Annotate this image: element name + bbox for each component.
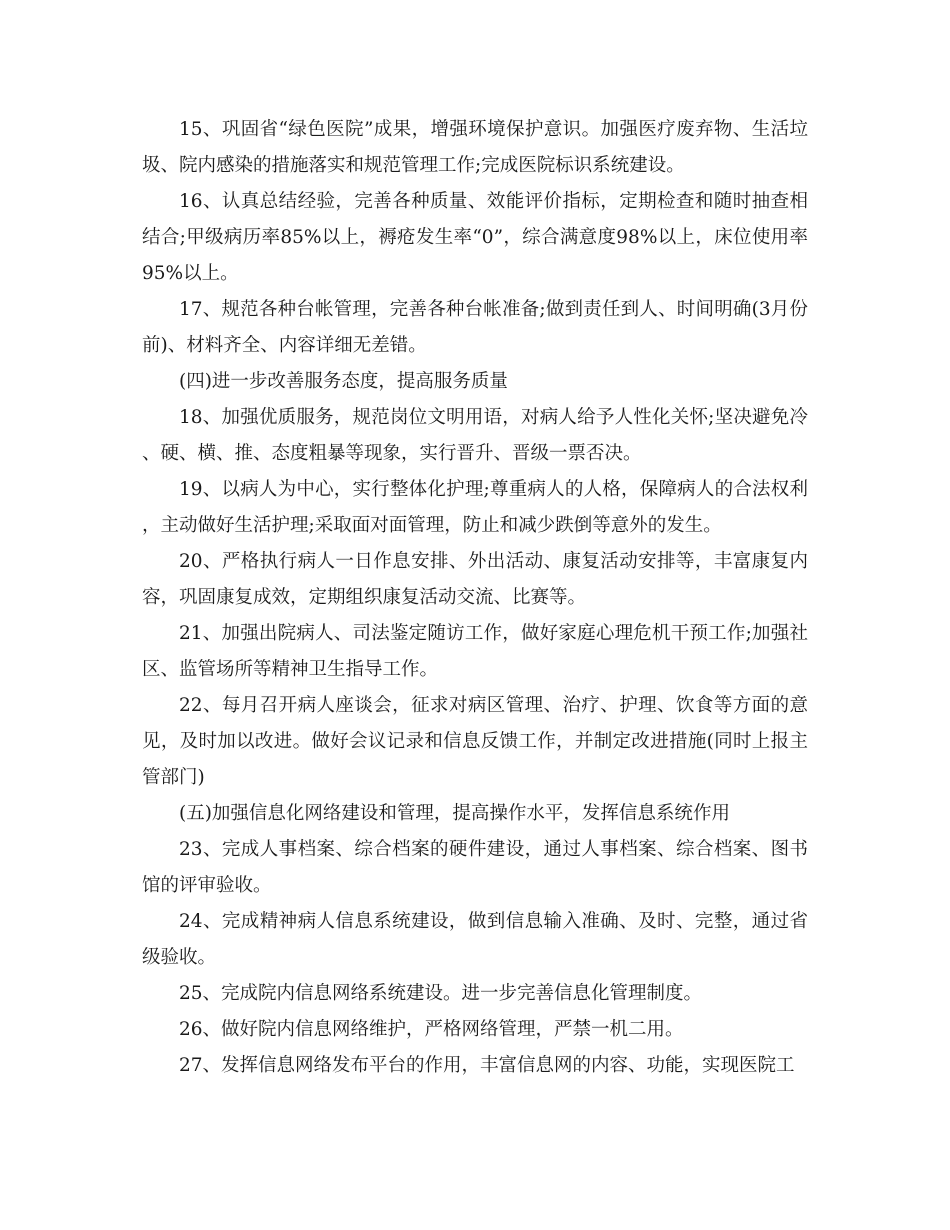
paragraph-item-18: 18、加强优质服务，规范岗位文明用语，对病人给予人性化关怀;坚决避免冷、硬、横、推、态度粗暴等现象，实行晋升、晋级一票否决。 — [142, 407, 808, 464]
section-heading-5: (五)加强信息化网络建设和管理，提高操作水平，发挥信息系统作用 — [179, 803, 730, 824]
paragraph-item-24: 24、完成精神病人信息系统建设，做到信息输入准确、及时、完整，通过省级验收。 — [142, 911, 808, 968]
paragraph-item-15: 15、巩固省“绿色医院”成果，增强环境保护意识。加强医疗废弃物、生活垃圾、院内感染的措施落实和规范管理工作;完成医院标识系统建设。 — [142, 119, 808, 176]
paragraph-item-26: 26、做好院内信息网络维护，严格网络管理，严禁一机二用。 — [179, 1019, 684, 1040]
section-heading-4: (四)进一步改善服务态度，提高服务质量 — [179, 371, 508, 392]
document-body — [142, 112, 808, 1084]
paragraph-item-25: 25、完成院内信息网络系统建设。进一步完善信息化管理制度。 — [179, 983, 703, 1004]
paragraph-item-20: 20、严格执行病人一日作息安排、外出活动、康复活动安排等，丰富康复内容，巩固康复成效，定期组织康复活动交流、比赛等。 — [142, 551, 808, 608]
paragraph-item-16: 16、认真总结经验，完善各种质量、效能评价指标，定期检查和随时抽查相结合;甲级病历率85%以上，褥疮发生率“0”，综合满意度98%以上，床位使用率95%以上。 — [142, 191, 808, 284]
paragraph-item-23: 23、完成人事档案、综合档案的硬件建设，通过人事档案、综合档案、图书馆的评审验收。 — [142, 839, 808, 896]
paragraph-item-17: 17、规范各种台帐管理，完善各种台帐准备;做到责任到人、时间明确(3月份前)、材料齐全、内容详细无差错。 — [142, 299, 808, 356]
paragraph-item-27: 27、发挥信息网络发布平台的作用，丰富信息网的内容、功能，实现医院工 — [179, 1055, 795, 1076]
paragraph-item-21: 21、加强出院病人、司法鉴定随访工作，做好家庭心理危机干预工作;加强社区、监管场所等精神卫生指导工作。 — [142, 623, 808, 680]
paragraph-item-19: 19、以病人为中心，实行整体化护理;尊重病人的人格，保障病人的合法权利，主动做好生活护理;采取面对面管理，防止和减少跌倒等意外的发生。 — [142, 479, 808, 536]
paragraph-item-22: 22、每月召开病人座谈会，征求对病区管理、治疗、护理、饮食等方面的意见，及时加以改进。做好会议记录和信息反馈工作，并制定改进措施(同时上报主管部门) — [142, 695, 808, 788]
